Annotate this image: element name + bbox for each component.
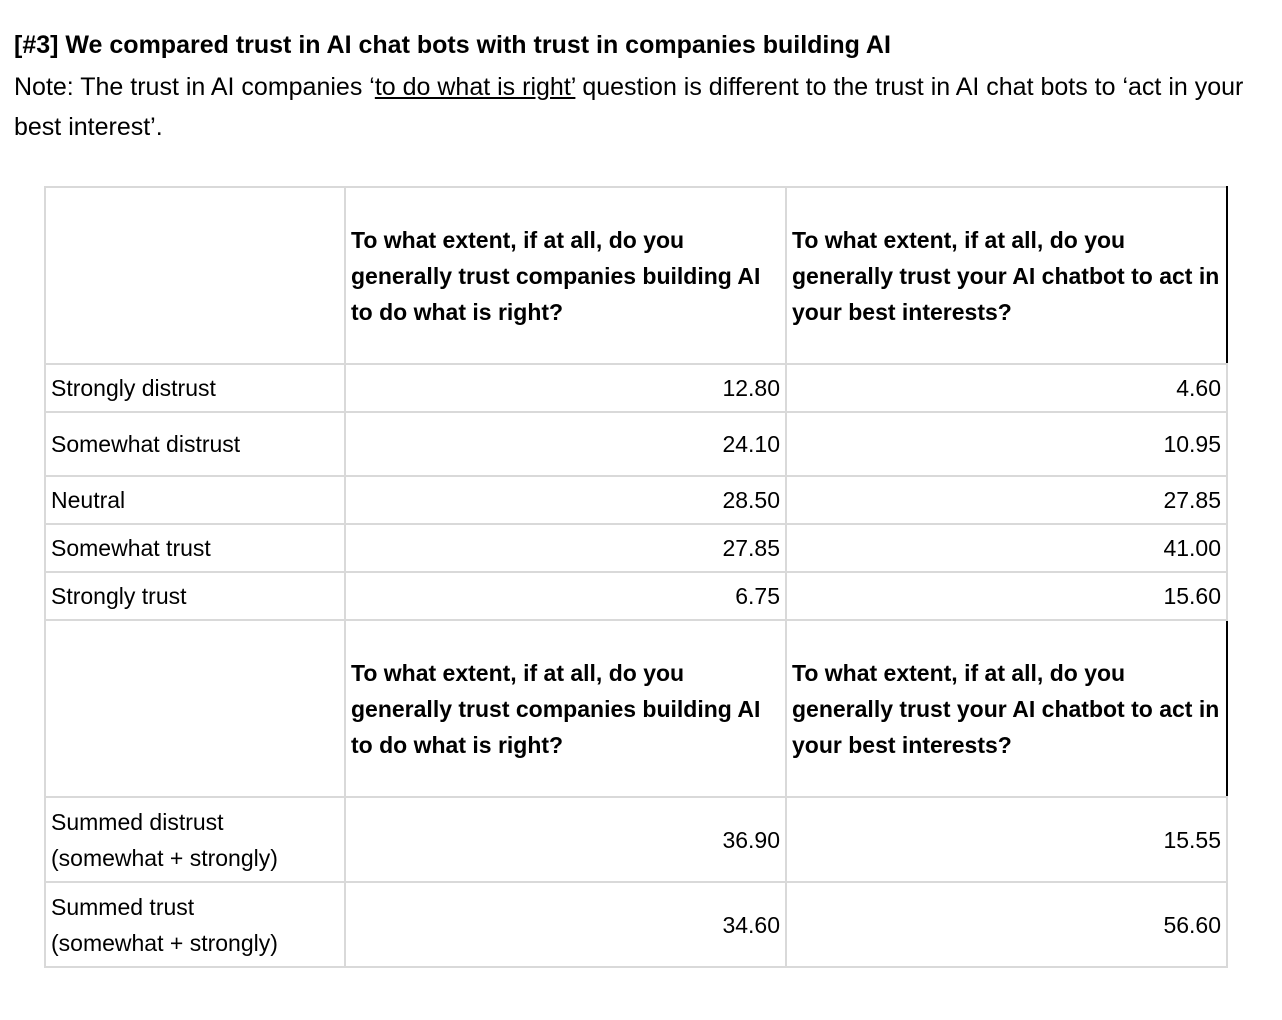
chatbot-value: 15.60 (786, 572, 1227, 620)
header-empty-cell (45, 187, 345, 364)
chatbot-value: 27.85 (786, 476, 1227, 524)
table-row (45, 476, 1227, 524)
table-row (45, 882, 1227, 967)
row-label: Somewhat distrust (45, 412, 345, 476)
table-header-row (45, 187, 1227, 364)
row-label-line1: Summed trust (51, 893, 195, 920)
table-row (45, 797, 1227, 882)
section-heading: [#3] We compared trust in AI chat bots with trust in companies building AI (14, 31, 891, 59)
trust-comparison-table (44, 186, 1228, 968)
chatbot-value: 4.60 (786, 364, 1227, 412)
table-row (45, 364, 1227, 412)
chatbot-value: 56.60 (786, 882, 1227, 967)
row-label: Neutral (45, 476, 345, 524)
header-chatbot-question: To what extent, if at all, do you generally trust your AI chatbot to act in your best interests? (786, 187, 1227, 364)
table-row (45, 572, 1227, 620)
note-paragraph (14, 67, 1264, 147)
companies-value: 27.85 (345, 524, 786, 572)
table-row (45, 412, 1227, 476)
table-row (45, 524, 1227, 572)
summed-header-row (45, 620, 1227, 797)
row-label-line2: (somewhat + strongly) (51, 844, 278, 871)
row-label: Strongly distrust (45, 364, 345, 412)
header-companies-question: To what extent, if at all, do you generally trust companies building AI to do what is right? (345, 187, 786, 364)
header-chatbot-question: To what extent, if at all, do you generally trust your AI chatbot to act in your best interests? (786, 620, 1227, 797)
header-companies-question: To what extent, if at all, do you generally trust companies building AI to do what is right? (345, 620, 786, 797)
companies-value: 28.50 (345, 476, 786, 524)
chatbot-value: 15.55 (786, 797, 1227, 882)
companies-value: 6.75 (345, 572, 786, 620)
companies-value: 24.10 (345, 412, 786, 476)
row-label: Somewhat trust (45, 524, 345, 572)
companies-value: 12.80 (345, 364, 786, 412)
note-underlined-phrase: to do what is right’ (374, 73, 576, 101)
header-empty-cell (45, 620, 345, 797)
row-label: Strongly trust (45, 572, 345, 620)
chatbot-value: 41.00 (786, 524, 1227, 572)
row-label (45, 882, 345, 967)
row-label-line2: (somewhat + strongly) (51, 929, 278, 956)
companies-value: 34.60 (345, 882, 786, 967)
row-label (45, 797, 345, 882)
note-suffix: question is different to the trust in AI chat bots to ‘act in your best interest’. (14, 73, 1244, 141)
chatbot-value: 10.95 (786, 412, 1227, 476)
companies-value: 36.90 (345, 797, 786, 882)
row-label-line1: Summed distrust (51, 808, 224, 835)
note-prefix: Note: The trust in AI companies ‘ (14, 73, 375, 101)
